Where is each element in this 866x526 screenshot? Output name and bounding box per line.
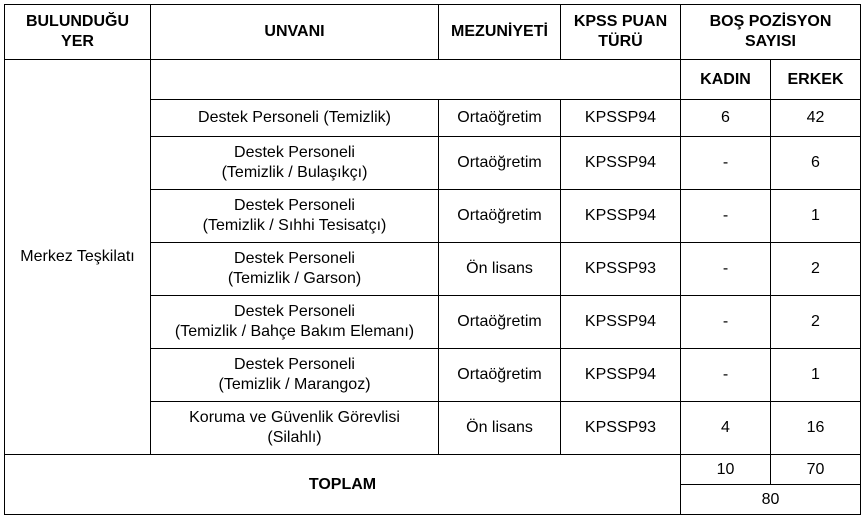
total-overall: 80	[681, 485, 861, 515]
row-female: -	[681, 190, 771, 243]
header-kpss: KPSS PUAN TÜRÜ	[561, 5, 681, 60]
row-kpss: KPSSP93	[561, 402, 681, 455]
row-education: Ortaöğretim	[439, 190, 561, 243]
row-kpss: KPSSP94	[561, 137, 681, 190]
row-education: Ortaöğretim	[439, 349, 561, 402]
row-kpss: KPSSP93	[561, 243, 681, 296]
header-female: KADIN	[681, 60, 771, 100]
vacancy-table	[4, 4, 861, 515]
row-male: 1	[771, 190, 861, 243]
row-title: Destek Personeli (Temizlik / Bahçe Bakım Elemanı)	[151, 296, 439, 349]
row-kpss: KPSSP94	[561, 349, 681, 402]
row-male: 16	[771, 402, 861, 455]
row-title: Destek Personeli (Temizlik / Garson)	[151, 243, 439, 296]
row-title: Destek Personeli (Temizlik)	[151, 100, 439, 137]
total-label: TOPLAM	[5, 455, 681, 515]
row-title: Destek Personeli (Temizlik / Bulaşıkçı)	[151, 137, 439, 190]
row-kpss: KPSSP94	[561, 100, 681, 137]
row-male: 42	[771, 100, 861, 137]
row-male: 2	[771, 243, 861, 296]
row-male: 1	[771, 349, 861, 402]
subheader-blank	[151, 60, 681, 100]
row-kpss: KPSSP94	[561, 190, 681, 243]
header-title: UNVANI	[151, 5, 439, 60]
header-male: ERKEK	[771, 60, 861, 100]
row-education: Ön lisans	[439, 243, 561, 296]
row-education: Ortaöğretim	[439, 100, 561, 137]
header-location: BULUNDUĞU YER	[5, 5, 151, 60]
row-title: Destek Personeli (Temizlik / Marangoz)	[151, 349, 439, 402]
row-female: -	[681, 137, 771, 190]
row-female: 4	[681, 402, 771, 455]
row-female: 6	[681, 100, 771, 137]
row-title: Koruma ve Güvenlik Görevlisi (Silahlı)	[151, 402, 439, 455]
row-female: -	[681, 243, 771, 296]
row-female: -	[681, 296, 771, 349]
total-female: 10	[681, 455, 771, 485]
row-title: Destek Personeli (Temizlik / Sıhhi Tesisatçı)	[151, 190, 439, 243]
row-kpss: KPSSP94	[561, 296, 681, 349]
header-vacancies: BOŞ POZİSYON SAYISI	[681, 5, 861, 60]
row-female: -	[681, 349, 771, 402]
header-education: MEZUNİYETİ	[439, 5, 561, 60]
row-education: Ön lisans	[439, 402, 561, 455]
row-education: Ortaöğretim	[439, 296, 561, 349]
row-male: 2	[771, 296, 861, 349]
location-cell: Merkez Teşkilatı	[5, 60, 151, 455]
total-male: 70	[771, 455, 861, 485]
row-male: 6	[771, 137, 861, 190]
row-education: Ortaöğretim	[439, 137, 561, 190]
